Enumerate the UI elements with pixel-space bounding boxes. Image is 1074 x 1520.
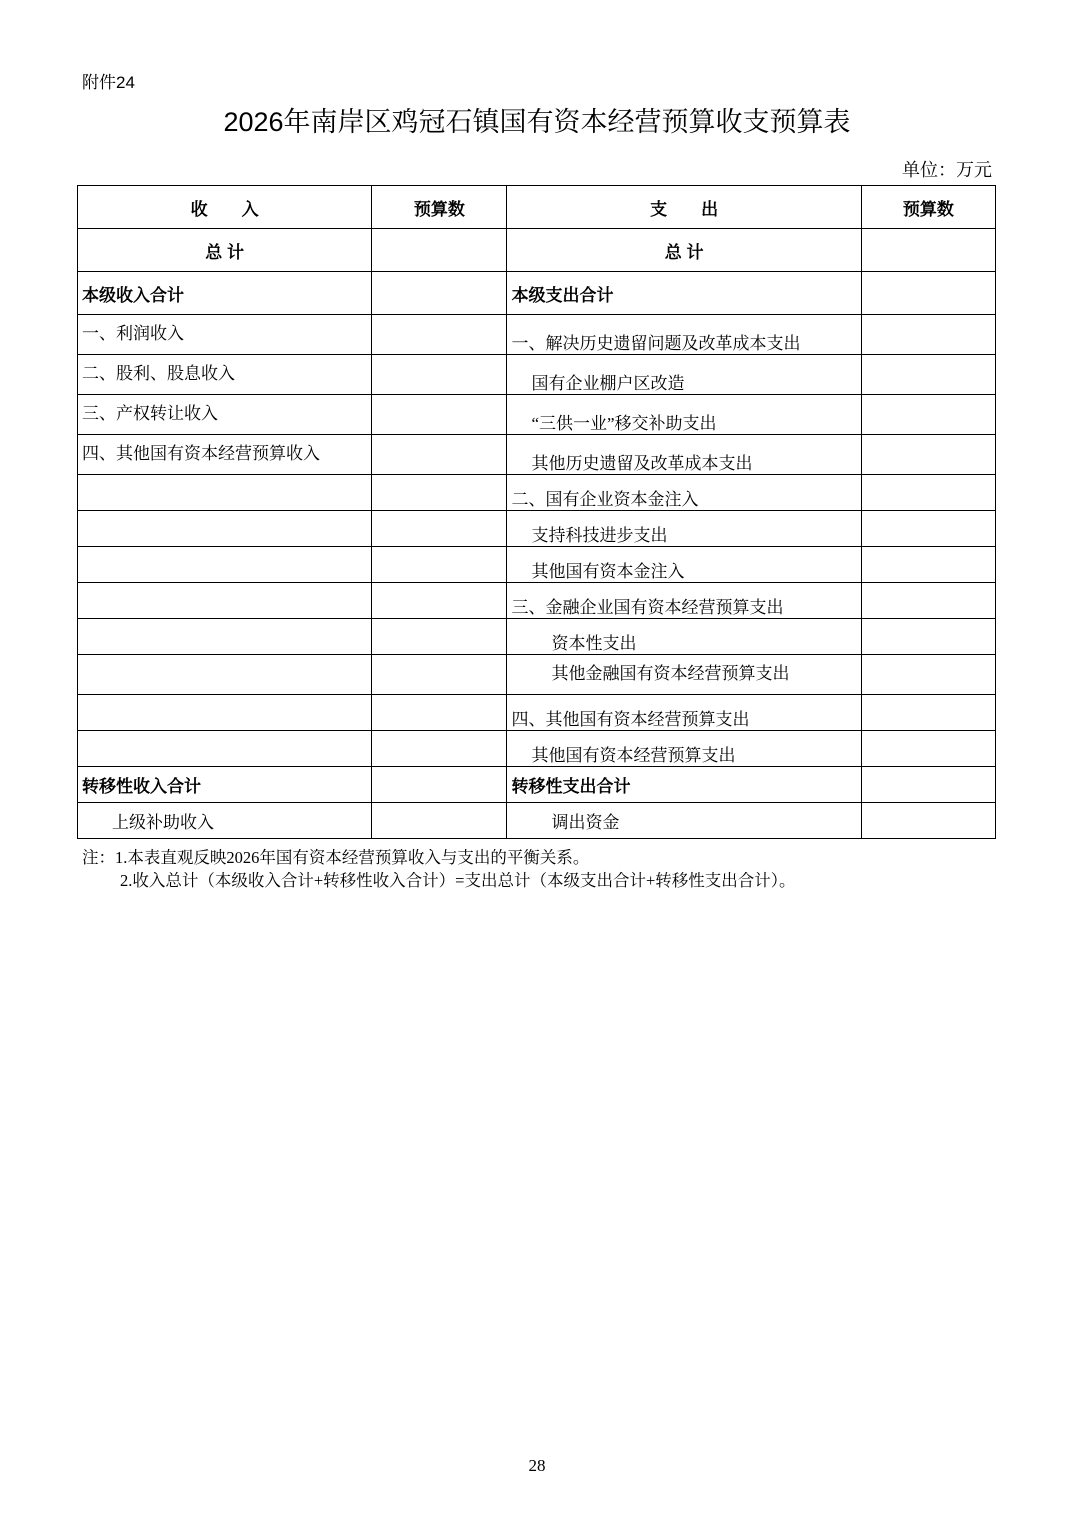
expense-value [861,435,995,475]
expense-value [861,272,995,315]
unit-label: 单位：万元 [902,160,992,180]
table-row [78,547,996,583]
income-value [372,695,507,731]
table-row [78,803,996,839]
income-item [78,547,372,583]
expense-item: 四、其他国有资本经营预算支出 [507,695,861,731]
income-value [372,731,507,767]
expense-item: 本级支出合计 [507,272,861,315]
expense-value [861,695,995,731]
income-item: 本级收入合计 [78,272,372,315]
income-item [78,583,372,619]
income-value [372,619,507,655]
table-row [78,767,996,803]
income-value [372,315,507,355]
expense-value [861,511,995,547]
header-expense-budget: 预算数 [861,186,995,229]
note-1: 注：1.本表直观反映2026年国有资本经营预算收入与支出的平衡关系。 [82,848,590,867]
total-row [78,229,996,272]
expense-item: 支持科技进步支出 [507,511,861,547]
attachment-label: 附件24 [82,73,135,92]
expense-item: “三供一业”移交补助支出 [507,395,861,435]
income-value [372,395,507,435]
income-value [372,767,507,803]
income-item [78,731,372,767]
income-item [78,695,372,731]
income-value [372,511,507,547]
income-value [372,435,507,475]
expense-item: 调出资金 [507,803,861,839]
table-row [78,583,996,619]
income-item: 一、利润收入 [78,315,372,355]
income-value [372,355,507,395]
expense-item: 其他国有资本经营预算支出 [507,731,861,767]
income-item [78,655,372,695]
notes [82,846,796,892]
expense-item: 资本性支出 [507,619,861,655]
table-row [78,511,996,547]
expense-value [861,731,995,767]
table-row [78,655,996,695]
page-number: 28 [528,1456,546,1475]
table-row [78,315,996,355]
expense-item: 国有企业棚户区改造 [507,355,861,395]
expense-item: 一、解决历史遗留问题及改革成本支出 [507,315,861,355]
income-item [78,511,372,547]
expense-item: 其他金融国有资本经营预算支出 [507,655,861,695]
income-value [372,547,507,583]
income-item: 三、产权转让收入 [78,395,372,435]
table-row [78,475,996,511]
income-value [372,272,507,315]
expense-value [861,583,995,619]
table-row [78,435,996,475]
expense-value [861,315,995,355]
expense-value [861,767,995,803]
expense-value [861,619,995,655]
expense-value [861,395,995,435]
expense-total-label: 总 计 [507,229,861,272]
expense-value [861,803,995,839]
income-total-value [372,229,507,272]
income-value [372,655,507,695]
income-item: 转移性收入合计 [78,767,372,803]
expense-value [861,355,995,395]
table-row [78,272,996,315]
income-item [78,619,372,655]
income-item [78,475,372,511]
table-row [78,355,996,395]
table-row [78,619,996,655]
expense-item: 其他国有资本金注入 [507,547,861,583]
page-title: 2026年南岸区鸡冠石镇国有资本经营预算收支预算表 [223,107,851,137]
income-total-label: 总 计 [78,229,372,272]
header-expense: 支 出 [507,186,861,229]
income-value [372,583,507,619]
header-income: 收 入 [78,186,372,229]
note-2: 2.收入总计（本级收入合计+转移性收入合计）=支出总计（本级支出合计+转移性支出合计）。 [120,871,796,890]
header-income-budget: 预算数 [372,186,507,229]
expense-item: 转移性支出合计 [507,767,861,803]
budget-table [77,185,996,839]
table-row [78,731,996,767]
income-item: 二、股利、股息收入 [78,355,372,395]
income-item: 四、其他国有资本经营预算收入 [78,435,372,475]
expense-total-value [861,229,995,272]
expense-value [861,475,995,511]
income-value [372,803,507,839]
expense-value [861,547,995,583]
header-row [78,186,996,229]
expense-item: 三、金融企业国有资本经营预算支出 [507,583,861,619]
expense-item: 其他历史遗留及改革成本支出 [507,435,861,475]
expense-item: 二、国有企业资本金注入 [507,475,861,511]
table-row [78,695,996,731]
expense-value [861,655,995,695]
income-value [372,475,507,511]
table-row [78,395,996,435]
income-item: 上级补助收入 [78,803,372,839]
